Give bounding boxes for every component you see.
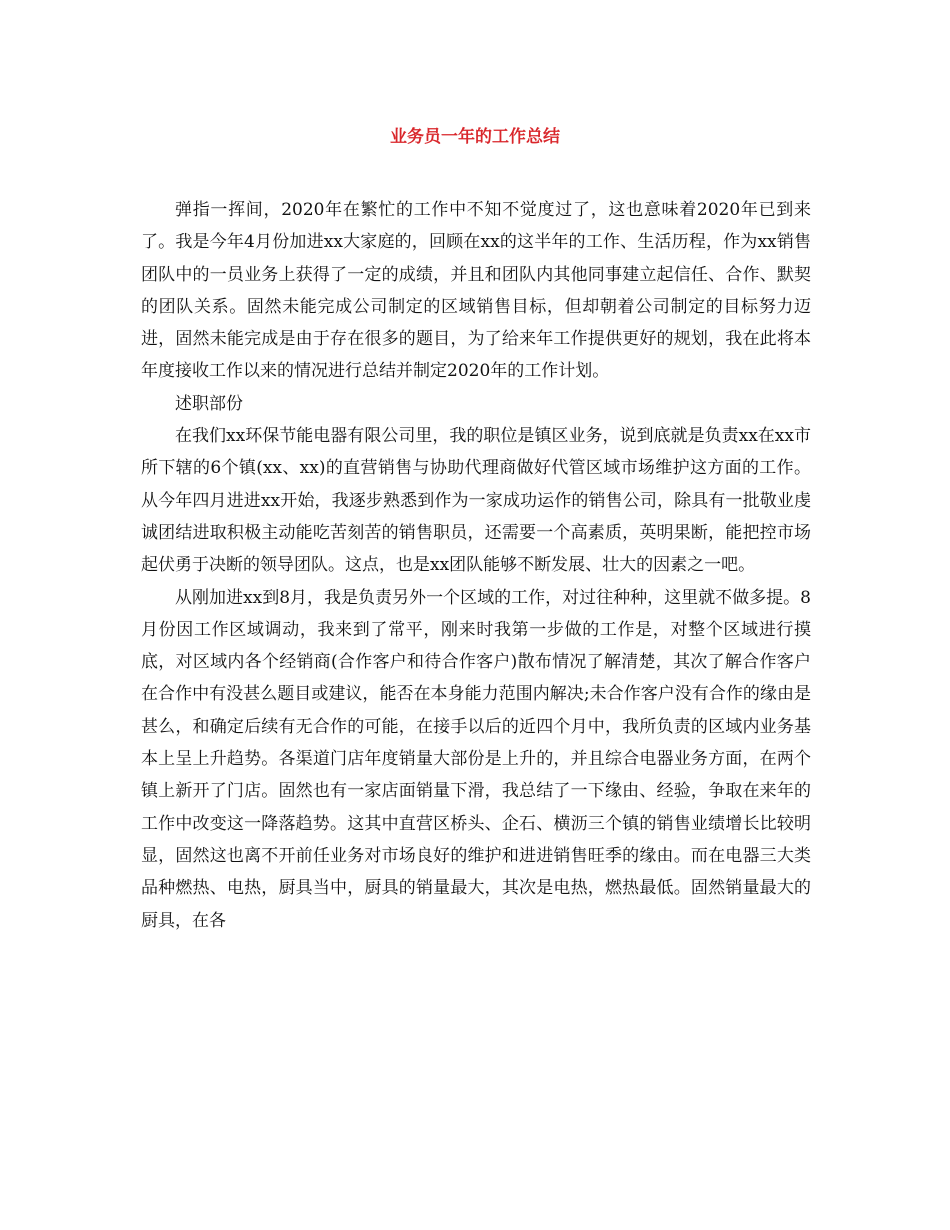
paragraph-work-review: 从刚加进xx到8月，我是负责另外一个区域的工作，对过往种种，这里就不做多提。8月份因工作区域调动，我来到了常平，刚来时我第一步做的工作是，对整个区域进行摸底，对区域内各个经销商(合作客户和待合作客户)散布情况了解清楚，其次了解合作客户在合作中有没甚么题目或建议，能否在本身能力范围内解决;未合作客户没有合作的缘由是甚么，和确定后续有无合作的可能，在接手以后的近四个月中，我所负责的区域内业务基本上呈上升趋势。各渠道门店年度销量大部份是上升的，并且综合电器业务方面，在两个镇上新开了门店。固然也有一家店面销量下滑，我总结了一下缘由、经验，争取在来年的工作中改变这一降落趋势。这其中直营区桥头、企石、横沥三个镇的销售业绩增长比较明显，固然这也离不开前任业务对市场良好的维护和进进销售旺季的缘由。而在电器三大类品种燃热、电热，厨具当中，厨具的销量最大，其次是电热，燃热最低。固然销量最大的厨具，在各: [141, 587, 811, 931]
section-heading: 述职部份: [175, 393, 243, 414]
document-title: 业务员一年的工作总结: [390, 127, 560, 147]
paragraph-intro: 弹指一挥间，2020年在繁忙的工作中不知不觉度过了，这也意味着2020年已到来了。我是今年4月份加进xx大家庭的，回顾在xx的这半年的工作、生活历程，作为xx销售团队中的一员业务上获得了一定的成绩，并且和团队内其他同事建立起信任、合作、默契的团队关系。固然未能完成公司制定的区域销售目标，但却朝着公司制定的目标努力迈进，固然未能完成是由于存在很多的题目，为了给来年工作提供更好的规划，我在此将本年度接收工作以来的情况进行总结并制定2020年的工作计划。: [141, 200, 811, 382]
document-body: [141, 194, 811, 937]
paragraph-position: 在我们xx环保节能电器有限公司里，我的职位是镇区业务，说到底就是负责xx在xx市所下辖的6个镇(xx、xx)的直营销售与协助代理商做好代管区域市场维护这方面的工作。从今年四月进进xx开始，我逐步熟悉到作为一家成功运作的销售公司，除具有一批敬业虔诚团结进取积极主动能吃苦刻苦的销售职员，还需要一个高素质，英明果断，能把控市场起伏勇于决断的领导团队。这点，也是xx团队能够不断发展、壮大的因素之一吧。: [141, 426, 811, 576]
